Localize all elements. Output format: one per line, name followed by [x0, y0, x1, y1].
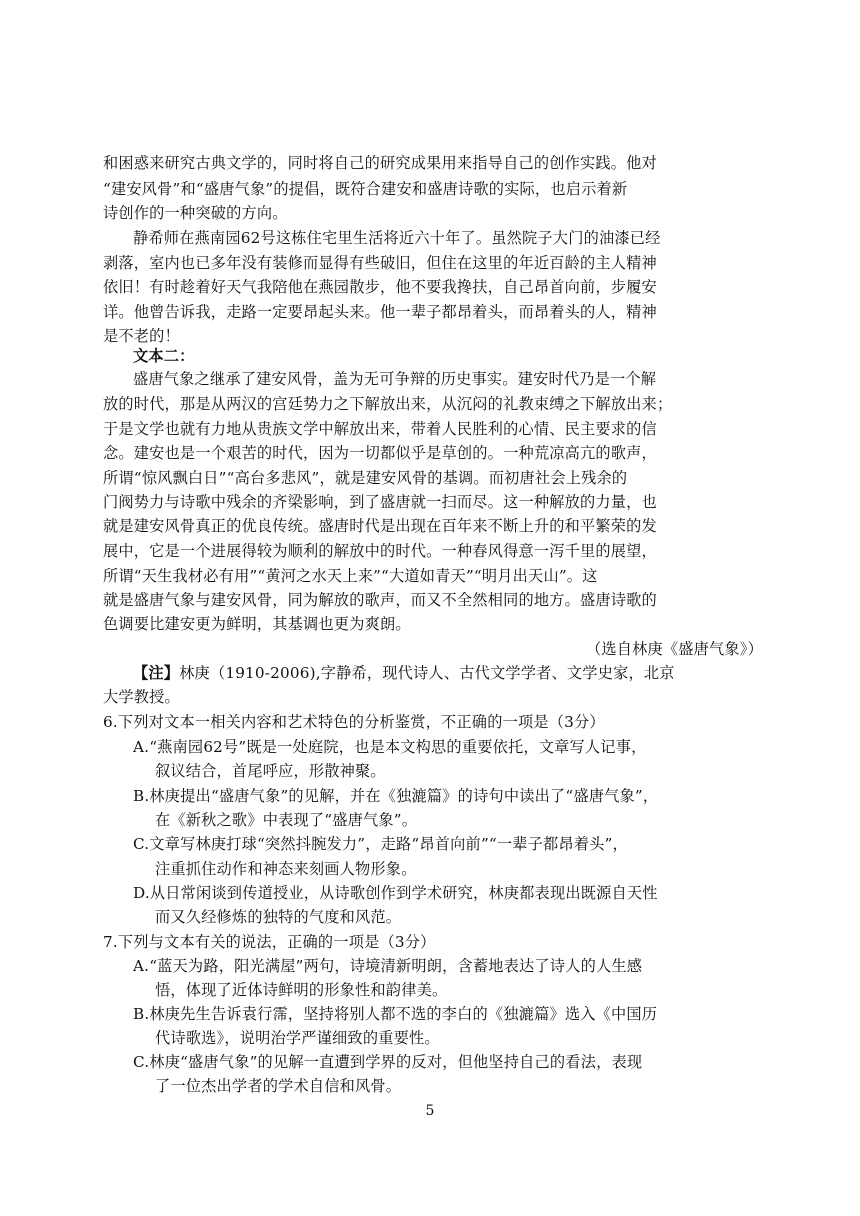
- text-line: 和困惑来研究古典文学的，同时将自己的研究成果用来指导自己的创作实践。他对: [103, 154, 657, 172]
- q6-option-b-cont: 在《新秋之歌》中表现了“盛唐气象”。: [155, 811, 418, 829]
- section-heading: 文本二：: [133, 347, 195, 365]
- q6-option-b: B.林庚提出“盛唐气象”的见解，并在《独漉篇》的诗句中读出了“盛唐气象”，: [133, 787, 659, 805]
- text-line: 是不老的！: [103, 327, 180, 345]
- question-6-stem: 6.下列对文本一相关内容和艺术特色的分析鉴赏，不正确的一项是（3分）: [103, 713, 605, 731]
- text-line: 详。他曾告诉我，走路一定要昂起头来。他一辈子都昂着头，而昂着头的人，精神: [103, 303, 657, 321]
- q7-option-b-cont: 代诗歌选》，说明治学严谨细致的重要性。: [155, 1029, 440, 1047]
- text-line: 依旧！有时趁着好天气我陪他在燕园散步，他不要我搀扶，自己昂首向前，步履安: [103, 278, 657, 296]
- question-7-stem: 7.下列与文本有关的说法，正确的一项是（3分）: [103, 933, 436, 951]
- q6-option-d-cont: 而又久经修炼的独特的气度和风范。: [155, 908, 402, 926]
- q7-option-a-cont: 悟，体现了近体诗鲜明的形象性和韵律美。: [155, 981, 448, 999]
- text-line: 静希师在燕南园62号这栋住宅里生活将近六十年了。虽然院子大门的油漆已经: [133, 229, 661, 247]
- q7-option-c-cont: 了一位杰出学者的学术自信和风骨。: [155, 1077, 402, 1095]
- text-line: 所谓“天生我材必有用”“黄河之水天上来”“大道如青天”“明月出天山”。这: [103, 567, 598, 585]
- q7-option-a: A.“蓝天为路，阳光满屋”两句，诗境清新明朗，含蓄地表达了诗人的人生感: [133, 957, 643, 975]
- footnote-label: 【注】: [133, 664, 180, 682]
- text-line: 门阀势力与诗歌中残余的齐梁影响，到了盛唐就一扫而尽。这一种解放的力量，也: [103, 493, 657, 511]
- q6-option-a-cont: 叙议结合，首尾呼应，形散神聚。: [155, 762, 386, 780]
- text-line: 就是盛唐气象与建安风骨，同为解放的歌声，而又不全然相同的地方。盛唐诗歌的: [103, 591, 657, 609]
- q6-option-c-cont: 注重抓住动作和神态来刻画人物形象。: [155, 860, 417, 878]
- q6-option-a: A.“燕南园62号”既是一处庭院，也是本文构思的重要依托，文章写人记事，: [133, 738, 647, 756]
- text-line: 展中，它是一个进展得较为顺利的解放中的时代。一种春风得意一泻千里的展望，: [103, 542, 657, 560]
- text-line: 放的时代，那是从两汉的宫廷势力之下解放出来，从沉闷的礼教束缚之下解放出来；: [103, 395, 673, 413]
- text-line: “建安风骨”和“盛唐气象”的提倡，既符合建安和盛唐诗歌的实际，也启示着新: [103, 180, 628, 198]
- text-line: 所谓“惊风飘白日”“高台多悲风”，就是建安风骨的基调。而初唐社会上残余的: [103, 469, 628, 487]
- q6-option-d: D.从日常闲谈到传道授业，从诗歌创作到学术研究，林庚都表现出既源自天性: [133, 884, 658, 902]
- q7-option-b: B.林庚先生告诉袁行霈，坚持将别人都不选的李白的《独漉篇》选入《中国历: [133, 1005, 658, 1023]
- q7-option-c: C.林庚“盛唐气象”的见解一直遭到学界的反对，但他坚持自己的看法，表现: [133, 1053, 643, 1071]
- text-line: 念。建安也是一个艰苦的时代，因为一切都似乎是草创的。一种荒凉高亢的歌声，: [103, 444, 657, 462]
- text-line: 就是建安风骨真正的优良传统。盛唐时代是出现在百年来不断上升的和平繁荣的发: [103, 517, 657, 535]
- text-line: 色调要比建安更为鲜明，其基调也更为爽朗。: [103, 615, 411, 633]
- page-number: 5: [425, 1103, 435, 1119]
- q6-option-c: C.文章写林庚打球“突然抖腕发力”，走路“昂首向前”“一辈子都昂着头”，: [133, 835, 628, 853]
- text-line: 盛唐气象之继承了建安风骨，盖为无可争辩的历史事实。建安时代乃是一个解: [133, 370, 657, 388]
- source-citation: （选自林庚《盛唐气象》）: [585, 640, 763, 658]
- text-line: 诗创作的一种突破的方向。: [103, 204, 288, 222]
- text-line: 于是文学也就有力地从贵族文学中解放出来，带着人民胜利的心情、民主要求的信: [103, 420, 657, 438]
- footnote-text: 林庚（1910-2006),字静希，现代诗人、古代文学学者、文学史家，北京: [179, 664, 675, 682]
- footnote: [133, 660, 763, 686]
- footnote-text: 大学教授。: [103, 688, 180, 706]
- text-line: 剥落，室内也已多年没有装修而显得有些破旧，但住在这里的年近百龄的主人精神: [103, 254, 657, 272]
